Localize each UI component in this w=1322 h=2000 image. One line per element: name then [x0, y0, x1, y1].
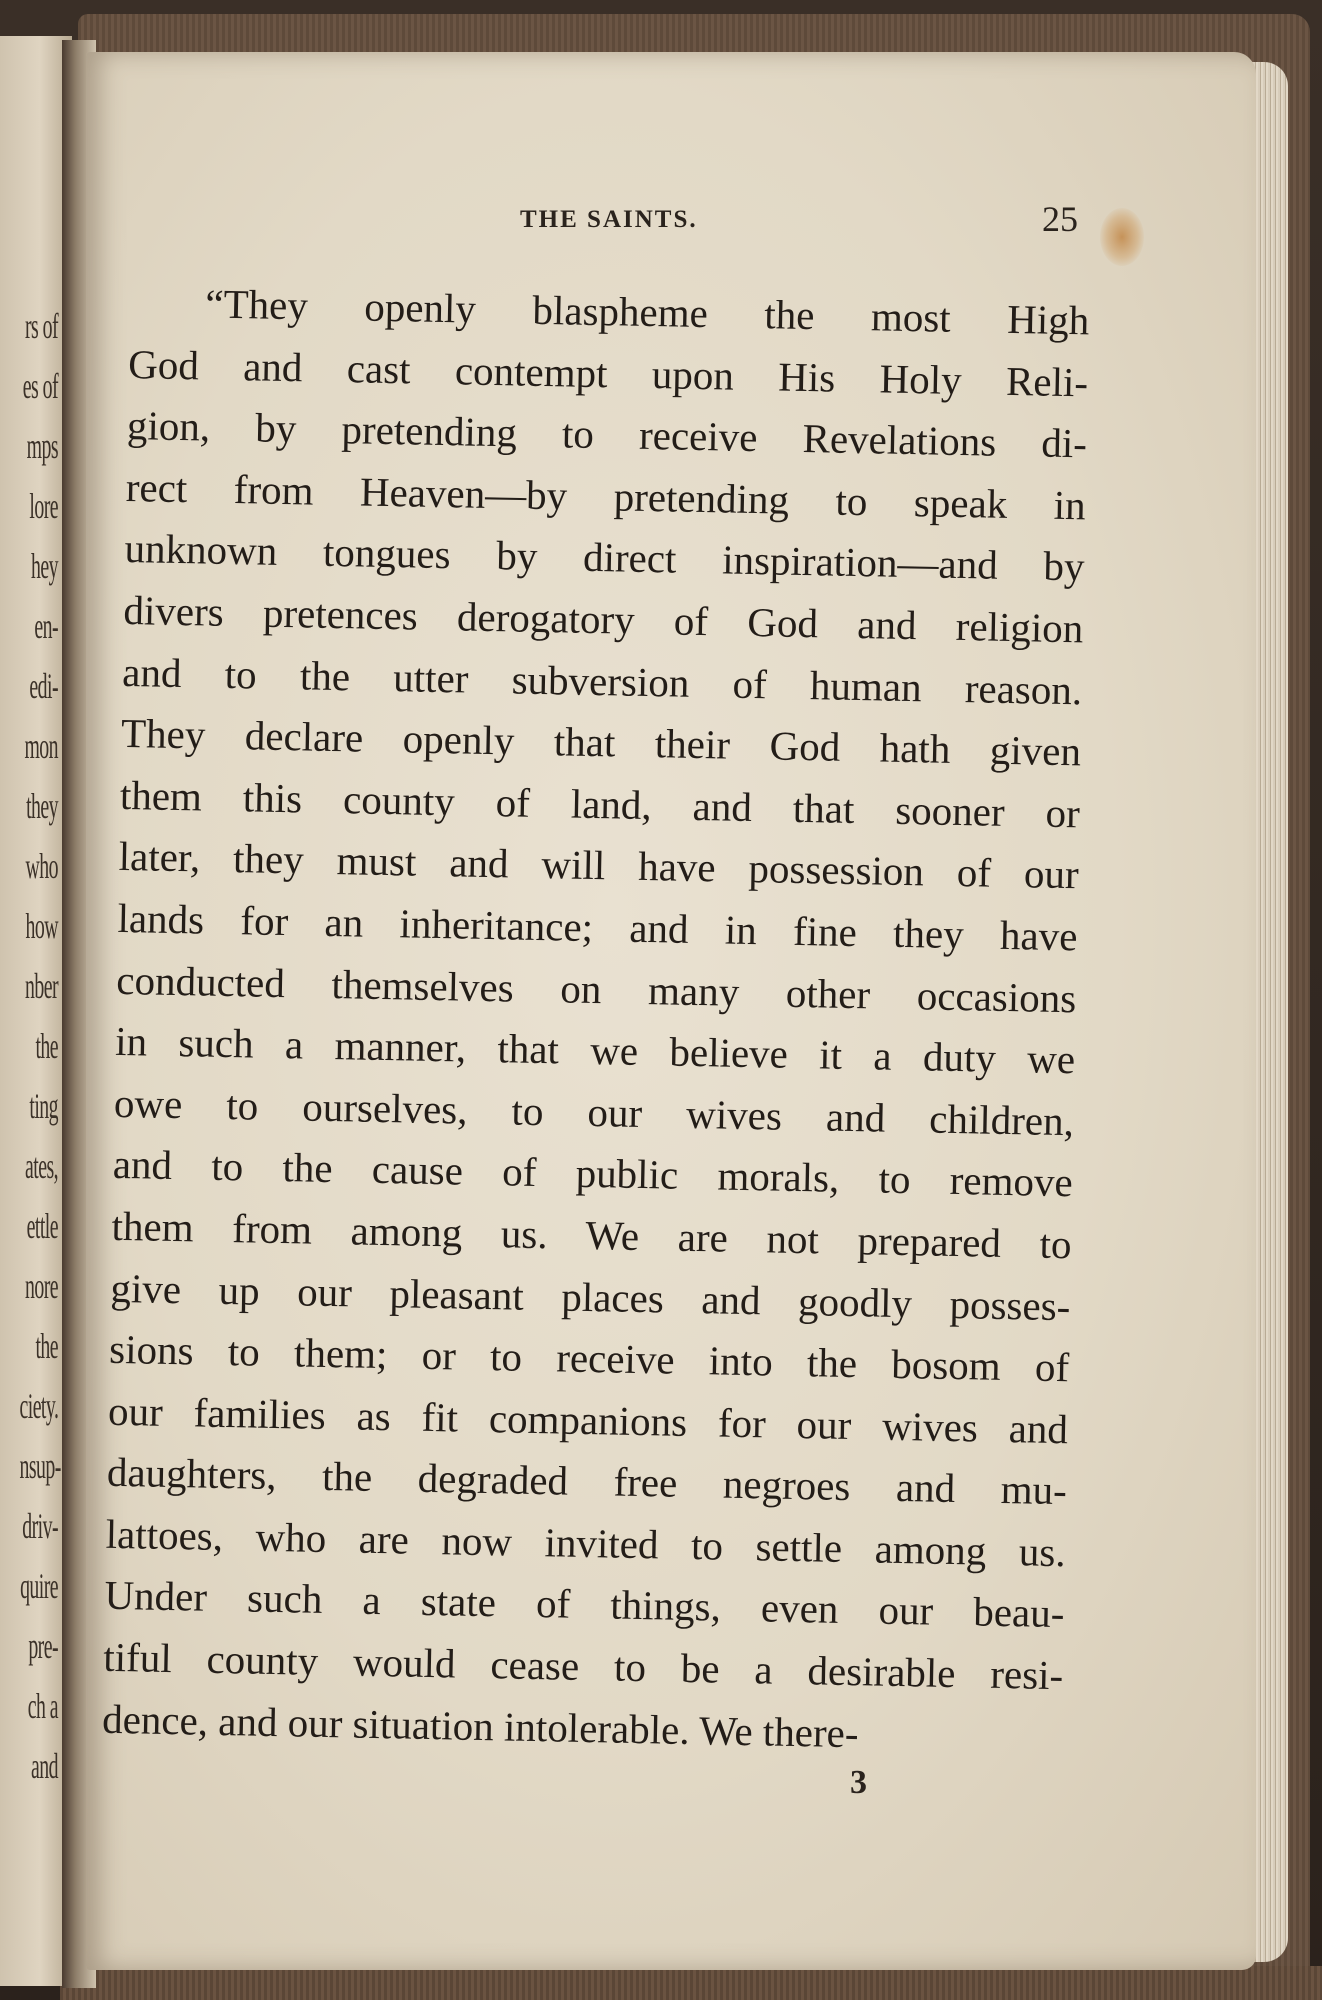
left-page-fragment: driv-: [22, 1506, 58, 1546]
left-page-fragment: and: [31, 1746, 58, 1786]
left-page-fragment: nsup-: [19, 1446, 61, 1486]
text-line: God and cast contempt upon His Holy Reli-: [127, 340, 1089, 406]
cover-bottom-edge: [60, 1966, 1322, 2000]
text-line: sions to them; or to receive into the bosom of: [108, 1325, 1070, 1391]
text-line: them this county of land, and that sooner or: [119, 771, 1081, 837]
foxing-stain: [1100, 208, 1144, 266]
text-line: rect from Heaven—by pretending to speak in: [125, 463, 1087, 529]
text-line: them from among us. We are not prepared to: [111, 1202, 1072, 1268]
left-page-fragment: nber: [25, 966, 58, 1006]
text-line: later, they must and will have possession of our: [118, 833, 1080, 898]
left-page-fragment: edi-: [29, 666, 58, 706]
left-page-fragment: lore: [29, 486, 58, 526]
text-line: and to the utter subversion of human reason.: [121, 648, 1083, 713]
text-line: lands for an inheritance; and in fine they have: [117, 894, 1078, 960]
left-page-fragment: ting: [29, 1086, 58, 1126]
left-page-fragment: mps: [26, 426, 58, 466]
text-line: tiful county would cease to be a desirable resi-: [102, 1633, 1064, 1699]
left-page-fragment: they: [26, 786, 58, 826]
text-line: give up our pleasant places and goodly posses-: [110, 1264, 1071, 1329]
text-line: “They openly blaspheme the most High: [204, 280, 1090, 344]
left-page-fragment: rs of: [25, 306, 58, 346]
left-page-fragment: ciety.: [19, 1386, 59, 1426]
text-line: unknown tongues by direct inspiration—and by: [124, 525, 1085, 590]
left-page-fragment: who: [25, 846, 58, 886]
left-page-fragment: ettle: [26, 1206, 58, 1246]
page-number: 25: [1042, 199, 1078, 239]
running-head: THE SAINTS.: [520, 206, 698, 233]
body-text: [102, 272, 1090, 1768]
left-page-fragment: how: [25, 906, 58, 946]
left-page-fragment: mon: [24, 726, 58, 766]
text-line: owe to ourselves, to our wives and children,: [113, 1079, 1075, 1144]
text-line: lattoes, who are now invited to settle among us.: [105, 1510, 1067, 1576]
left-page-fragment: the: [35, 1326, 58, 1366]
left-page-fragment: pre-: [28, 1626, 58, 1666]
text-line: They declare openly that their God hath given: [120, 710, 1082, 775]
text-line: our families as fit companions for our wives and: [107, 1387, 1069, 1452]
left-page-fragment: ch a: [27, 1686, 58, 1726]
left-page-fragment: es of: [22, 366, 58, 406]
text-line: in such a manner, that we believe it a duty we: [114, 1017, 1076, 1083]
left-page-fragment: en-: [34, 606, 58, 646]
text-line: daughters, the degraded free negroes and mu-: [106, 1449, 1068, 1514]
text-line: divers pretences derogatory of God and religion: [123, 586, 1084, 652]
signature-mark: 3: [850, 1764, 867, 1801]
text-line: and to the cause of public morals, to remove: [112, 1141, 1074, 1206]
left-page-fragment: nore: [25, 1266, 58, 1306]
left-page-fragment: the: [35, 1026, 58, 1066]
text-line: dence, and our situation intolerable. We there-: [101, 1695, 859, 1756]
left-page-fragment: ates,: [25, 1146, 58, 1186]
left-page-fragment: hey: [31, 546, 58, 586]
left-page-fragment: quire: [20, 1566, 58, 1606]
text-line: gion, by pretending to receive Revelations di-: [126, 402, 1088, 467]
text-line: conducted themselves on many other occasions: [115, 956, 1077, 1021]
text-line: Under such a state of things, even our beau-: [104, 1572, 1065, 1637]
